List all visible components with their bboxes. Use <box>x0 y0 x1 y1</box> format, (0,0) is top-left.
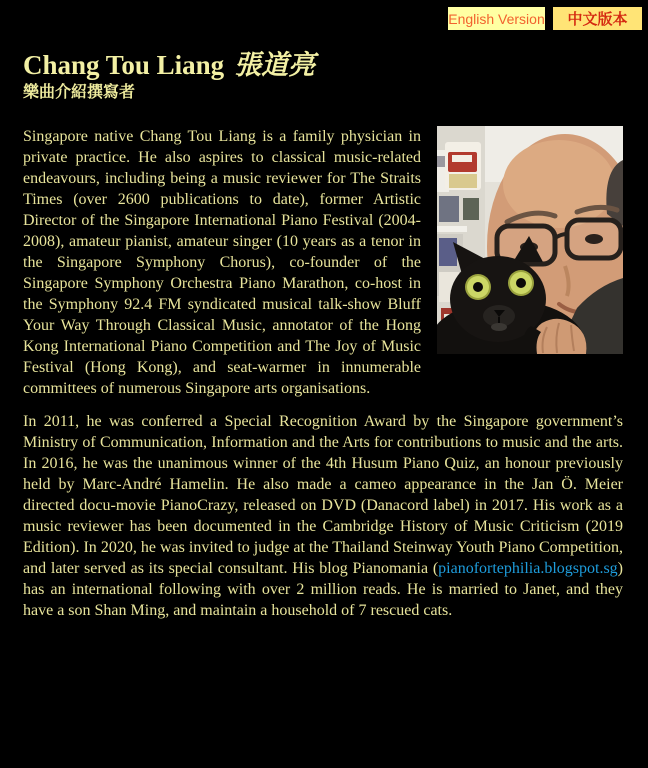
page-title-chinese: 張道亮 <box>234 50 316 80</box>
bio-row <box>23 126 623 399</box>
english-version-button[interactable]: English Version <box>448 7 545 30</box>
bio-paragraph-2 <box>23 411 623 621</box>
portrait-photo-illustration <box>437 126 623 354</box>
main-content <box>23 0 623 621</box>
bio-paragraph-2-text-before-link: In 2011, he was conferred a Special Recognition Award by the Singapore government’s Ministry of Communication, Information and the Arts for contributions to music and the arts. In 2016, he was the unanimous winner of the 4th Husum Piano Quiz, an honour previously held by Marc-André Hamelin. He also made a cameo appearance in the Jan Ö. Meier directed docu-movie PianoCrazy, released on DVD (Danacord label) in 2017. His work as a music reviewer has been documented in the Cambridge History of Music Criticism (2019 Edition). In 2020, he was invited to judge at the Thailand Steinway Youth Piano Competition, and later served as its special consultant. His blog Pianomania ( <box>23 413 623 577</box>
pianomania-blog-link[interactable]: pianofortephilia.blogspot.sg <box>438 560 618 577</box>
page-subtitle: 樂曲介紹撰寫者 <box>23 84 136 101</box>
page-title <box>23 50 623 80</box>
bio-paragraph-2-text-after-link: ) has an international following with over 2 million reads. He is married to Janet, and they have a son Shan Ming, and maintain a household of 7 rescued cats. <box>23 560 623 619</box>
chinese-version-button[interactable]: 中文版本 <box>553 7 642 30</box>
page-title-english: Chang Tou Liang <box>23 50 225 80</box>
bio-paragraph-1: Singapore native Chang Tou Liang is a family physician in private practice. He also aspires to classical music-related endeavours, including being a music reviewer for The Straits Times (over 2600 publications to date), former Artistic Director of the Singapore International Piano Festival (2004-2008), amateur pianist, amateur singer (10 years as a tenor in the Singapore Symphony Chorus), co-founder of the Singapore Symphony Orchestra Piano Marathon, co-host in the Symphony 92.4 FM syndicated musical talk-show Bluff Your Way Through Classical Music, annotator of the Hong Kong International Piano Competition and The Joy of Music Festival (Hong Kong), and seat-warmer in innumerable committees of numerous Singapore arts organisations. <box>23 128 421 397</box>
portrait-photo <box>437 126 623 354</box>
